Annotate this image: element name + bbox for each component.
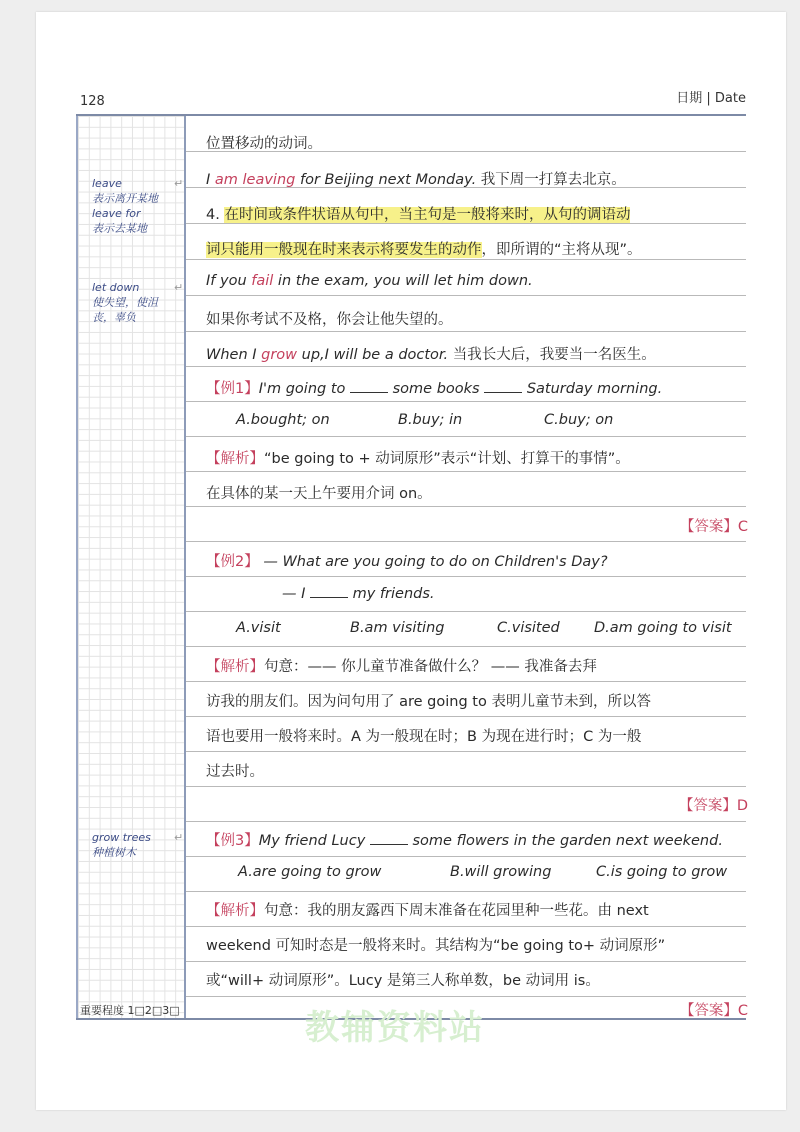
text-line: 在具体的某一天上午要用介词 on。 — [206, 486, 432, 502]
return-arrow-icon: ↵ — [174, 831, 184, 844]
ruled-line — [186, 961, 746, 962]
text: up,I will be a doctor. — [297, 347, 449, 363]
margin-note-let-down — [92, 280, 184, 325]
example-1-analysis — [206, 447, 630, 468]
example-tag: 【例1】 — [206, 381, 259, 397]
note-meaning: 使失望，使沮丧，辜负 — [92, 296, 158, 324]
option-b: B.will growing — [450, 864, 552, 880]
text: 句意：我的朋友露西下周末准备在花园里种一些花。由 next — [264, 903, 649, 919]
margin-note-leave — [92, 176, 184, 236]
text: in the exam, you will let him down. — [273, 273, 533, 289]
text: my friends. — [348, 586, 435, 602]
analysis-tag: 【解析】 — [206, 903, 264, 919]
answer-blank — [484, 380, 522, 393]
text: 句意：—— 你儿童节准备做什么？ —— 我准备去拜 — [264, 659, 597, 675]
watermark: 教辅资料站 — [305, 1008, 485, 1048]
text-line: 或“will+ 动词原形”。Lucy 是第三人称单数，be 动词用 is。 — [206, 973, 600, 989]
text: If you — [206, 273, 252, 289]
text-line: 过去时。 — [206, 764, 264, 780]
ruled-line — [186, 295, 746, 296]
ruled-line — [186, 716, 746, 717]
note-term: leave for — [92, 207, 141, 220]
ruled-line — [186, 891, 746, 892]
note-term: let down — [92, 281, 140, 294]
option-a: A.bought; on — [236, 412, 330, 428]
analysis-tag: 【解析】 — [206, 451, 264, 467]
example-2-question — [206, 550, 608, 571]
option-c: C.is going to grow — [596, 864, 728, 880]
highlight-verb: fail — [251, 273, 274, 289]
option-a: A.visit — [236, 620, 281, 636]
text: some flowers in the garden next weekend. — [407, 833, 723, 849]
note-term: leave — [92, 177, 122, 190]
text: Saturday morning. — [522, 381, 663, 397]
ruled-line — [186, 611, 746, 612]
answer-label: 【答案】C — [679, 519, 748, 535]
ruled-line — [186, 541, 746, 542]
translation: 当我长大后，我要当一名医生。 — [448, 347, 656, 363]
note-term: grow trees — [92, 831, 151, 844]
ruled-line — [186, 331, 746, 332]
example-1-question — [206, 377, 662, 398]
answer-label: 【答案】C — [679, 1003, 748, 1019]
note-meaning: 表示离开某地 — [92, 192, 158, 205]
highlighted-text: 在时间或条件状语从句中，当主句是一般将来时，从句的调语动 — [224, 207, 631, 223]
margin-divider — [184, 116, 186, 1018]
example-tag: 【例3】 — [206, 833, 259, 849]
margin-note-grow-trees — [92, 830, 184, 860]
ruled-line — [186, 786, 746, 787]
ruled-line — [186, 996, 746, 997]
translation: 如果你考试不及格，你会让他失望的。 — [206, 312, 453, 328]
ruled-line — [186, 401, 746, 402]
text: “be going to + 动词原形”表示“计划、打算干的事情”。 — [264, 451, 630, 467]
ruled-line — [186, 436, 746, 437]
example-2-answer-line — [282, 585, 435, 602]
ruled-line — [186, 821, 746, 822]
text: ，即所谓的“主将从现”。 — [481, 242, 642, 258]
text: When I — [206, 347, 262, 363]
ruled-line — [186, 646, 746, 647]
text: I'm going to — [258, 381, 351, 397]
text-line: 访我的朋友们。因为问句用了 are going to 表明儿童节未到，所以答 — [206, 694, 651, 710]
example-sentence — [206, 273, 533, 289]
answer-label: 【答案】D — [678, 798, 748, 814]
ruled-line — [186, 751, 746, 752]
text: My friend Lucy — [258, 833, 370, 849]
option-b: B.buy; in — [398, 412, 463, 428]
highlight-verb: grow — [261, 347, 298, 363]
highlighted-text: 词只能用一般现在时来表示将要发生的动作 — [206, 242, 482, 258]
ruled-line — [186, 471, 746, 472]
ruled-line — [186, 681, 746, 682]
text-line: 位置移动的动词。 — [206, 136, 322, 152]
ruled-line — [186, 506, 746, 507]
text: I — [206, 172, 215, 188]
highlight-verb: am leaving — [214, 172, 296, 188]
ruled-line — [186, 856, 746, 857]
example-3-question — [206, 829, 723, 850]
option-c: C.buy; on — [544, 412, 614, 428]
rule-line — [206, 238, 642, 259]
text: — What are you going to do on Children's Day? — [258, 554, 608, 570]
text-line: 语也要用一般将来时。A 为一般现在时；B 为现在进行时；C 为一般 — [206, 729, 642, 745]
example-tag: 【例2】 — [206, 554, 259, 570]
return-arrow-icon: ↵ — [174, 281, 184, 294]
text: — I — [282, 586, 310, 602]
answer-blank — [350, 380, 388, 393]
ruled-line — [186, 366, 746, 367]
analysis-tag: 【解析】 — [206, 659, 264, 675]
page-number: 128 — [80, 94, 105, 109]
text: 4. — [206, 207, 225, 223]
text: for Beijing next Monday. — [295, 172, 477, 188]
option-a: A.are going to grow — [238, 864, 382, 880]
answer-blank — [310, 585, 348, 598]
example-2-analysis — [206, 655, 597, 676]
example-sentence — [206, 343, 656, 364]
note-meaning: 表示去某地 — [92, 222, 147, 235]
text: some books — [388, 381, 485, 397]
example-sentence — [206, 168, 626, 189]
translation: 我下周一打算去北京。 — [476, 172, 626, 188]
text-line: weekend 可知时态是一般将来时。其结构为“be going to+ 动词原形” — [206, 938, 666, 954]
option-c: C.visited — [497, 620, 560, 636]
example-3-analysis — [206, 899, 649, 920]
margin-grid — [76, 116, 186, 1018]
return-arrow-icon: ↵ — [174, 177, 184, 190]
note-meaning: 种植树木 — [92, 846, 136, 859]
importance-rating: 重要程度 1□2□3□ — [80, 1004, 180, 1017]
option-d: D.am going to visit — [594, 620, 732, 636]
ruled-line — [186, 576, 746, 577]
date-label: 日期 | Date — [676, 91, 746, 106]
option-b: B.am visiting — [350, 620, 445, 636]
rule-line — [206, 203, 630, 224]
ruled-line — [186, 259, 746, 260]
answer-blank — [370, 832, 408, 845]
ruled-line — [186, 926, 746, 927]
